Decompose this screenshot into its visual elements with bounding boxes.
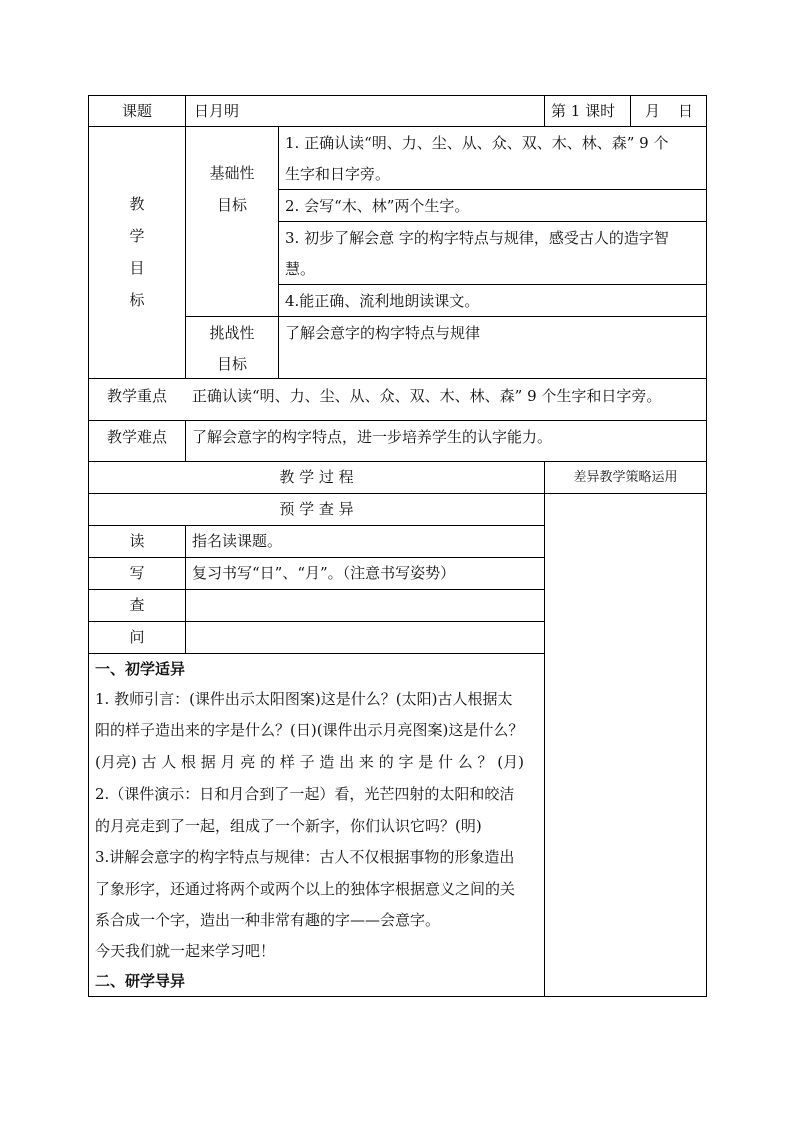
paragraph-line: 今天我们就一起来学习吧！	[95, 942, 276, 960]
paragraph-line: (月亮) 古 人 根 据 月 亮 的 样 子 造 出 来 的 字 是 什 么 ？ (月)	[95, 753, 525, 771]
challenge-objective-text: 了解会意字的构字特点与规律	[285, 324, 481, 342]
objectives-char: 目	[129, 259, 145, 277]
preview-row-label: 问	[129, 628, 145, 646]
key-point-label: 教学重点	[106, 387, 167, 405]
paragraph-line: 阳的样子造出来的字是什么？(日)(课件出示月亮图案)这是什么？	[95, 721, 524, 739]
row-divider	[88, 557, 544, 558]
preview-title: 预 学 查 异	[279, 500, 354, 518]
basic-objective-label: 目标	[216, 196, 247, 214]
period-label: 第 1 课时	[551, 102, 616, 120]
paragraph-line: 2.（课件演示：日和月合到了一起）看，光芒四射的太阳和皎洁	[95, 785, 515, 803]
row-divider	[88, 589, 544, 590]
table-border-bottom	[88, 996, 707, 997]
preview-row-label: 写	[129, 564, 145, 582]
table-border-right	[706, 95, 707, 997]
basic-objective-item: 生字和日字旁。	[285, 165, 391, 183]
day-label: 日	[678, 102, 694, 120]
basic-objective-item: 3. 初步了解会意 字的构字特点与规律，感受古人的造字智	[285, 229, 669, 247]
challenge-objective-label: 目标	[216, 355, 247, 373]
row-divider	[278, 284, 707, 285]
row-divider	[88, 126, 707, 127]
process-title: 教 学 过 程	[279, 468, 354, 486]
key-point-text: 正确认读“明、力、尘、从、众、双、木、林、森” 9 个生字和日字旁。	[192, 387, 662, 405]
basic-objective-item: 1. 正确认读“明、力、尘、从、众、双、木、林、森” 9 个	[285, 134, 669, 152]
strategy-title: 差异教学策略运用	[573, 470, 678, 485]
paragraph-line: 3.讲解会意字的构字特点与规律：古人不仅根据事物的形象造出	[95, 848, 515, 866]
row-divider	[278, 221, 707, 222]
difficulty-label: 教学难点	[106, 428, 167, 446]
table-border-top	[88, 95, 707, 96]
basic-objective-item: 4.能正确、流利地朗读课文。	[285, 292, 480, 310]
row-divider	[88, 461, 707, 462]
objectives-char: 标	[129, 291, 145, 309]
column-divider	[278, 126, 279, 379]
month-label: 月	[645, 102, 661, 120]
topic-value: 日月明	[194, 102, 240, 120]
row-divider	[278, 189, 707, 190]
column-divider	[544, 95, 545, 127]
preview-row-label: 读	[129, 532, 145, 550]
column-divider	[185, 525, 186, 654]
preview-row-text: 指名读课题。	[192, 532, 283, 550]
row-divider	[88, 653, 544, 654]
objectives-char: 教	[129, 195, 145, 213]
row-divider	[185, 316, 707, 317]
difficulty-text: 了解会意字的构字特点，进一步培养学生的认字能力。	[192, 428, 553, 446]
paragraph-line: 的月亮走到了一起，组成了一个新字，你们认识它吗？(明)	[95, 817, 482, 835]
section-heading: 一、初学适异	[95, 660, 186, 678]
row-divider	[88, 493, 707, 494]
paragraph-line: 系合成一个字，造出一种非常有趣的字——会意字。	[95, 911, 441, 929]
basic-objective-item: 慧。	[285, 260, 316, 278]
challenge-objective-label: 挑战性	[209, 324, 255, 342]
basic-objective-label: 基础性	[209, 164, 255, 182]
section-heading: 二、研学导异	[95, 972, 186, 990]
paragraph-line: 1. 教师引言：(课件出示太阳图案)这是什么？(太阳)古人根据太	[95, 690, 513, 708]
row-divider	[88, 378, 707, 379]
topic-label: 课题	[121, 102, 152, 120]
column-divider	[630, 95, 631, 127]
row-divider	[88, 525, 544, 526]
row-divider	[88, 621, 544, 622]
column-divider	[544, 461, 545, 997]
preview-row-label: 查	[129, 596, 145, 614]
preview-row-text: 复习书写“日”、“月”。（注意书写姿势）	[192, 564, 456, 582]
column-divider	[185, 420, 186, 462]
row-divider	[88, 420, 707, 421]
basic-objective-item: 2. 会写“木、林”两个生字。	[285, 197, 470, 215]
paragraph-line: 了象形字，还通过将两个或两个以上的独体字根据意义之间的关	[95, 880, 516, 898]
objectives-char: 学	[129, 227, 145, 245]
